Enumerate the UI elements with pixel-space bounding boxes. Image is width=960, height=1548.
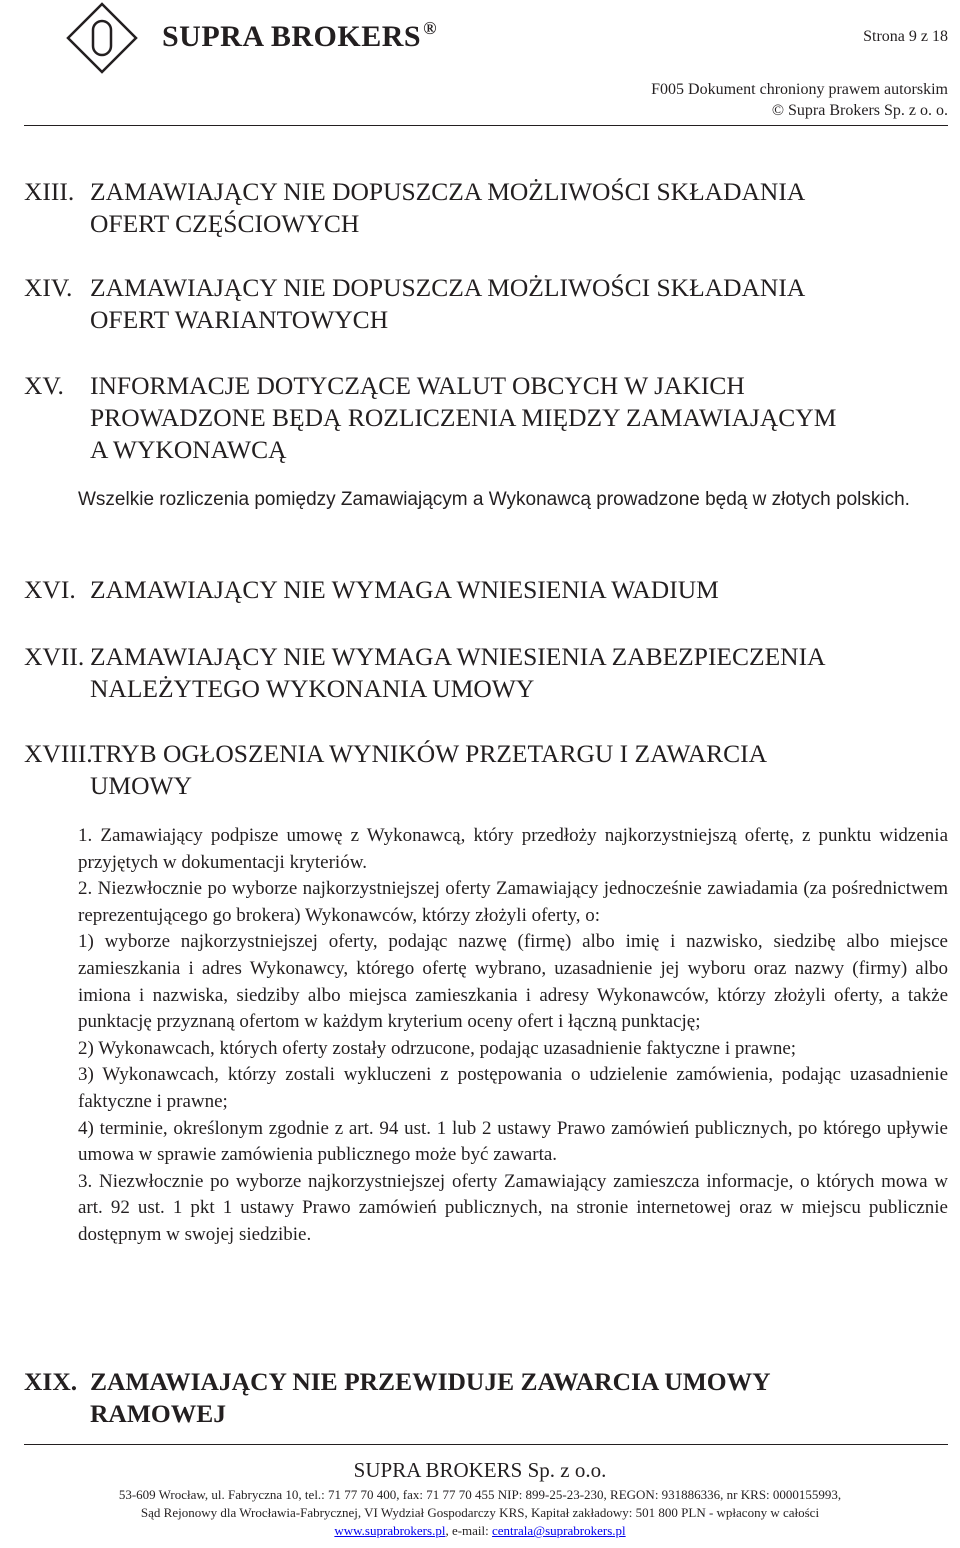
paragraph: 4) terminie, określonym zgodnie z art. 94 ust. 1 lub 2 ustawy Prawo zamówień publicznych, po którego upływie umowa w sprawie zamówienia publicznego może być zawarta. — [78, 1117, 948, 1166]
copyright-notice: F005 Dokument chroniony prawem autorskim — [651, 81, 948, 98]
section-title: ZAMAWIAJĄCY NIE PRZEWIDUJE ZAWARCIA UMOWY RAMOWEJ — [90, 1367, 771, 1428]
section-number: XVII. — [24, 642, 85, 671]
section-number: XIV. — [24, 273, 73, 302]
paragraph: 3. Niezwłocznie po wyborze najkorzystniejszej oferty Zamawiający zamieszcza informacje, o których mowa w art. 92 ust. 1 pkt 1 ustawy Prawo zamówień publicznych, na stronie internetowej oraz w miejscu publicznie dostępnym w swojej siedzibie. — [78, 1170, 948, 1245]
paragraph: 2. Niezwłocznie po wyborze najkorzystniejszej oferty Zamawiający jednocześnie zawiadamia (za pośrednictwem reprezentującego go brokera) Wykonawców, którzy złożyli oferty, o: — [78, 878, 948, 926]
section-number: XIII. — [24, 177, 75, 206]
paragraph: 3) Wykonawcach, którzy zostali wykluczeni z postępowania o udzielenie zamówienia, podając uzasadnienie faktyczne i prawne; — [78, 1064, 948, 1112]
paragraph: 1) wyborze najkorzystniejszej oferty, podając nazwę (firmę) albo imię i nazwisko, siedzibę albo miejsce zamieszkania i adres Wykonawcy, którego ofertę wybrano, uzasadnienie jej wyboru oraz nazwy (firmy) albo imiona i nazwiska, siedziby albo miejsca zamieszkania i adresy Wykonawców, którzy złożyli oferty, a także punktację przyznaną ofertom w każdym kryterium oceny ofert i łączną punktację; — [78, 931, 948, 1033]
registered-mark: ® — [423, 18, 438, 38]
company-logo-icon — [66, 2, 138, 74]
section-xv — [24, 370, 950, 466]
section-title: ZAMAWIAJĄCY NIE DOPUSZCZA MOŻLIWOŚCI SKŁADANIA OFERT CZĘŚCIOWYCH — [90, 177, 806, 238]
footer-registry: Sąd Rejonowy dla Wrocławia-Fabrycznej, VI Wydział Gospodarczy KRS, Kapitał zakładowy: 501 800 PLN - wpłacony w całości — [140, 1505, 820, 1520]
section-xvi — [24, 574, 950, 606]
section-number: XVIII. — [24, 739, 93, 768]
footer-divider — [24, 1444, 948, 1445]
section-xvii — [24, 641, 950, 705]
website-link[interactable]: www.suprabrokers.pl — [334, 1523, 446, 1538]
brand-name: SUPRA BROKERS ® — [162, 18, 438, 53]
footer-contact — [0, 1523, 960, 1539]
header-divider — [24, 125, 948, 126]
section-xiv — [24, 272, 950, 336]
section-number: XVI. — [24, 575, 76, 604]
section-xviii-body — [78, 823, 948, 1249]
section-title: ZAMAWIAJĄCY NIE WYMAGA WNIESIENIA WADIUM — [90, 575, 719, 604]
email-label: , e-mail: — [445, 1523, 493, 1538]
footer-address: 53-609 Wrocław, ul. Fabryczna 10, tel.: 71 77 70 400, fax: 71 77 70 455 NIP: 899-25-23-230, REGON: 931886336, nr KRS: 0000155993, — [118, 1487, 842, 1502]
section-xiii — [24, 176, 950, 240]
copyright-owner: © Supra Brokers Sp. z o. o. — [771, 102, 948, 119]
section-xv-body: Wszelkie rozliczenia pomiędzy Zamawiającym a Wykonawcą prowadzone będą w złotych polskich. — [78, 489, 910, 510]
section-title: ZAMAWIAJĄCY NIE DOPUSZCZA MOŻLIWOŚCI SKŁADANIA OFERT WARIANTOWYCH — [90, 273, 806, 334]
section-number: XV. — [24, 371, 64, 400]
paragraph: 2) Wykonawcach, których oferty zostały odrzucone, podając uzasadnienie faktyczne i prawne; — [78, 1037, 797, 1059]
email-link[interactable]: centrala@suprabrokers.pl — [492, 1523, 626, 1538]
section-xix — [24, 1366, 950, 1430]
section-number: XIX. — [24, 1367, 78, 1396]
section-title: ZAMAWIAJĄCY NIE WYMAGA WNIESIENIA ZABEZPIECZENIA NALEŻYTEGO WYKONANIA UMOWY — [90, 642, 826, 703]
section-title: TRYB OGŁOSZENIA WYNIKÓW PRZETARGU I ZAWARCIA UMOWY — [90, 739, 768, 800]
footer-company: SUPRA BROKERS Sp. z o.o. — [353, 1458, 607, 1482]
paragraph: 1. Zamawiający podpisze umowę z Wykonawcą, który przedłoży najkorzystniejszą ofertę, z punktu widzenia przyjętych w dokumentacji kryteriów. — [78, 825, 948, 873]
page-number: Strona 9 z 18 — [863, 28, 948, 45]
section-title: INFORMACJE DOTYCZĄCE WALUT OBCYCH W JAKICH PROWADZONE BĘDĄ ROZLICZENIA MIĘDZY ZAMAWIAJĄCYM A WYKONAWCĄ — [90, 371, 837, 464]
section-xviii — [24, 738, 950, 802]
